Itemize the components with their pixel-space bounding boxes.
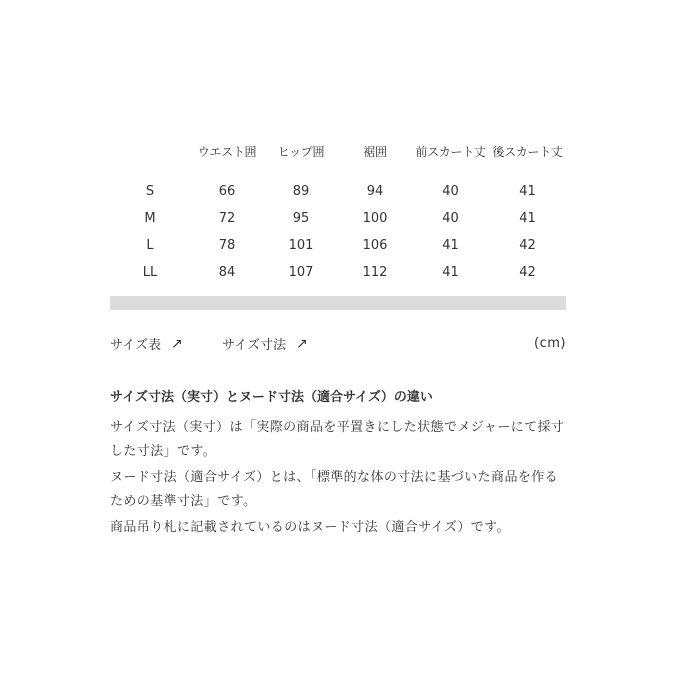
size-label: LL — [142, 265, 158, 280]
back-length-value: 42 — [519, 265, 536, 280]
back-length-value: 42 — [519, 238, 536, 253]
size-links-row — [110, 334, 566, 354]
external-arrow-icon: ↗ — [295, 335, 308, 352]
front-length-value: 41 — [442, 265, 459, 280]
note-paragraph-nude-size: ヌード寸法（適合サイズ）とは、「標準的な体の寸法に基づいた商品を作るための基準寸法」です。 — [110, 470, 559, 509]
hem-value: 100 — [362, 211, 388, 226]
header-hip: ヒップ囲 — [277, 144, 325, 159]
note-paragraph-actual-size: サイズ寸法（実寸）は「実際の商品を平置きにした状態でメジャーにて採寸した寸法」です。 — [110, 420, 565, 459]
waist-value: 84 — [218, 265, 236, 280]
table-row — [110, 205, 566, 232]
header-hem: 裾囲 — [363, 144, 387, 159]
table-horizontal-scrollbar[interactable] — [110, 296, 566, 310]
size-label: L — [146, 238, 154, 253]
external-arrow-icon: ↗ — [170, 335, 183, 352]
hem-value: 106 — [362, 238, 388, 253]
size-label: S — [145, 184, 155, 199]
note-heading: サイズ寸法（実寸）とヌード寸法（適合サイズ）の違い — [110, 390, 433, 405]
front-length-value: 40 — [442, 184, 459, 199]
unit-label: (cm) — [534, 336, 566, 351]
waist-value: 66 — [218, 184, 236, 199]
size-dimensions-link[interactable] — [222, 334, 308, 353]
table-row — [110, 232, 566, 259]
header-waist: ウエスト囲 — [197, 144, 257, 159]
header-size — [110, 140, 190, 178]
back-length-value: 41 — [519, 184, 536, 199]
back-length-value: 41 — [519, 211, 536, 226]
hem-value: 94 — [366, 184, 384, 199]
hem-value: 112 — [362, 265, 388, 280]
table-row — [110, 178, 566, 205]
hip-value: 95 — [292, 211, 310, 226]
hip-value: 89 — [292, 184, 310, 199]
table-row — [110, 259, 566, 286]
front-length-value: 41 — [442, 238, 459, 253]
waist-value: 78 — [218, 238, 236, 253]
hip-value: 107 — [288, 265, 314, 280]
size-dimensions-link-label: サイズ寸法 — [222, 338, 286, 353]
size-chart-link[interactable] — [110, 334, 183, 353]
size-label: M — [144, 211, 156, 226]
table-header-row — [110, 140, 566, 178]
size-chart-link-label: サイズ表 — [110, 338, 161, 353]
size-table — [110, 140, 566, 286]
size-note — [110, 388, 570, 542]
header-front-length: 前スカート丈 — [415, 144, 486, 159]
header-back-length: 後スカート丈 — [492, 144, 563, 159]
hip-value: 101 — [288, 238, 314, 253]
front-length-value: 40 — [442, 211, 459, 226]
note-paragraph-tag-info: 商品吊り札に記載されているのはヌード寸法（適合サイズ）です。 — [110, 520, 510, 535]
waist-value: 72 — [218, 211, 236, 226]
